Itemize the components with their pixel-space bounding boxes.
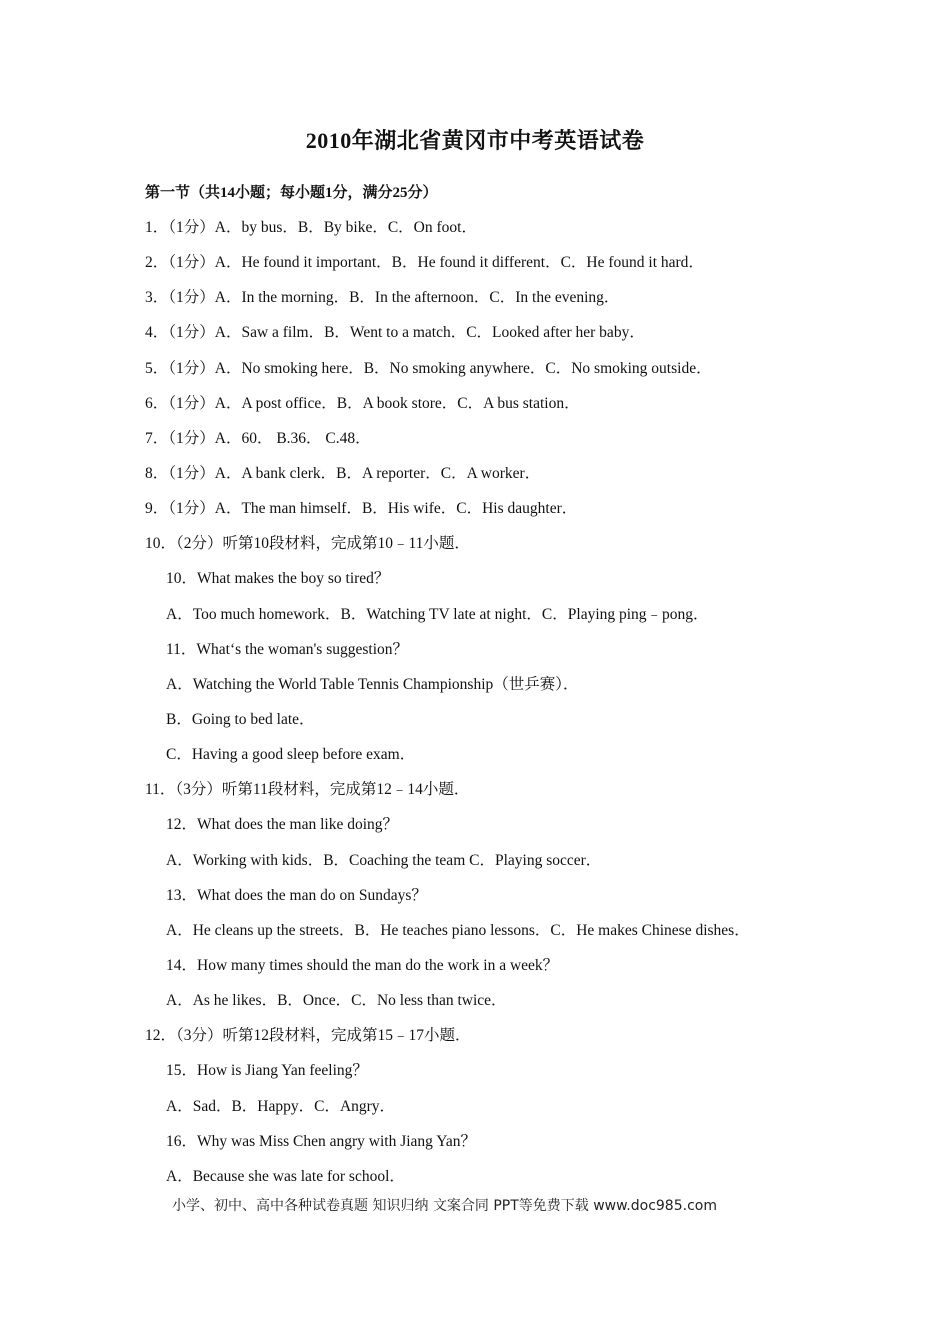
question-subline: 15．How is Jiang Yan feeling？ <box>166 1062 368 1080</box>
question-subline: 11．What‘s the woman's suggestion？ <box>166 640 409 658</box>
question-line: 7．（1分）A．60． B.36． C.48． <box>145 429 371 447</box>
question-subline: A．Too much homework．B．Watching TV late at night．C．Playing ping﹣pong． <box>166 605 709 623</box>
question-subline: A．Working with kids．B．Coaching the team C．Playing soccer． <box>166 851 602 869</box>
question-line: 9．（1分）A．The man himself．B．His wife．C．His daughter． <box>145 500 578 518</box>
question-line: 1．（1分）A．by bus．B．By bike．C．On foot． <box>145 219 477 236</box>
question-line: 5．（1分）A．No smoking here．B．No smoking anywhere．C．No smoking outside． <box>145 359 712 377</box>
question-line: 12．（3分）听第12段材料，完成第15﹣17小题． <box>145 1027 471 1045</box>
question-line: 2．（1分）A．He found it important．B．He found it different．C．He found it hard． <box>145 254 704 272</box>
question-subline: B．Going to bed late． <box>166 710 315 728</box>
question-subline: A．Because she was late for school． <box>166 1167 405 1185</box>
question-line: 11．（3分）听第11段材料，完成第12﹣14小题． <box>145 781 470 799</box>
question-line: 3．（1分）A．In the morning．B．In the afternoon．C．In the evening． <box>145 289 620 307</box>
question-subline: A．He cleans up the streets．B．He teaches piano lessons．C．He makes Chinese dishes． <box>166 921 750 939</box>
question-list <box>0 216 950 1200</box>
question-line: 10．（2分）听第10段材料，完成第10﹣11小题． <box>145 535 470 553</box>
question-subline: C．Having a good sleep before exam． <box>166 746 416 764</box>
question-subline: 12．What does the man like doing？ <box>166 816 399 834</box>
question-subline: A．As he likes．B．Once．C．No less than twice． <box>166 992 507 1010</box>
question-subline: A．Watching the World Table Tennis Championship（世乒赛）． <box>166 675 579 693</box>
question-line: 6．（1分）A．A post office．B．A book store．C．A bus station． <box>145 394 580 412</box>
page-title: 2010年湖北省黄冈市中考英语试卷 <box>305 128 645 153</box>
question-subline: 16．Why was Miss Chen angry with Jiang Yan？ <box>166 1132 476 1150</box>
question-subline: A．Sad．B．Happy．C．Angry． <box>166 1097 396 1115</box>
question-subline: 10．What makes the boy so tired？ <box>166 570 390 588</box>
section-heading: 第一节（共14小题；每小题1分，满分25分） <box>145 185 438 201</box>
question-line: 4．（1分）A．Saw a film．B．Went to a match．C．Looked after her baby． <box>145 324 645 342</box>
question-subline: 13．What does the man do on Sundays？ <box>166 886 427 904</box>
question-subline: 14．How many times should the man do the work in a week？ <box>166 956 559 974</box>
footer-watermark-text: 小学、初中、高中各种试卷真题 知识归纳 文案合同 PPT等免费下载 www.doc985.com <box>172 1198 717 1214</box>
question-line: 8．（1分）A．A bank clerk．B．A reporter．C．A worker． <box>145 464 541 482</box>
